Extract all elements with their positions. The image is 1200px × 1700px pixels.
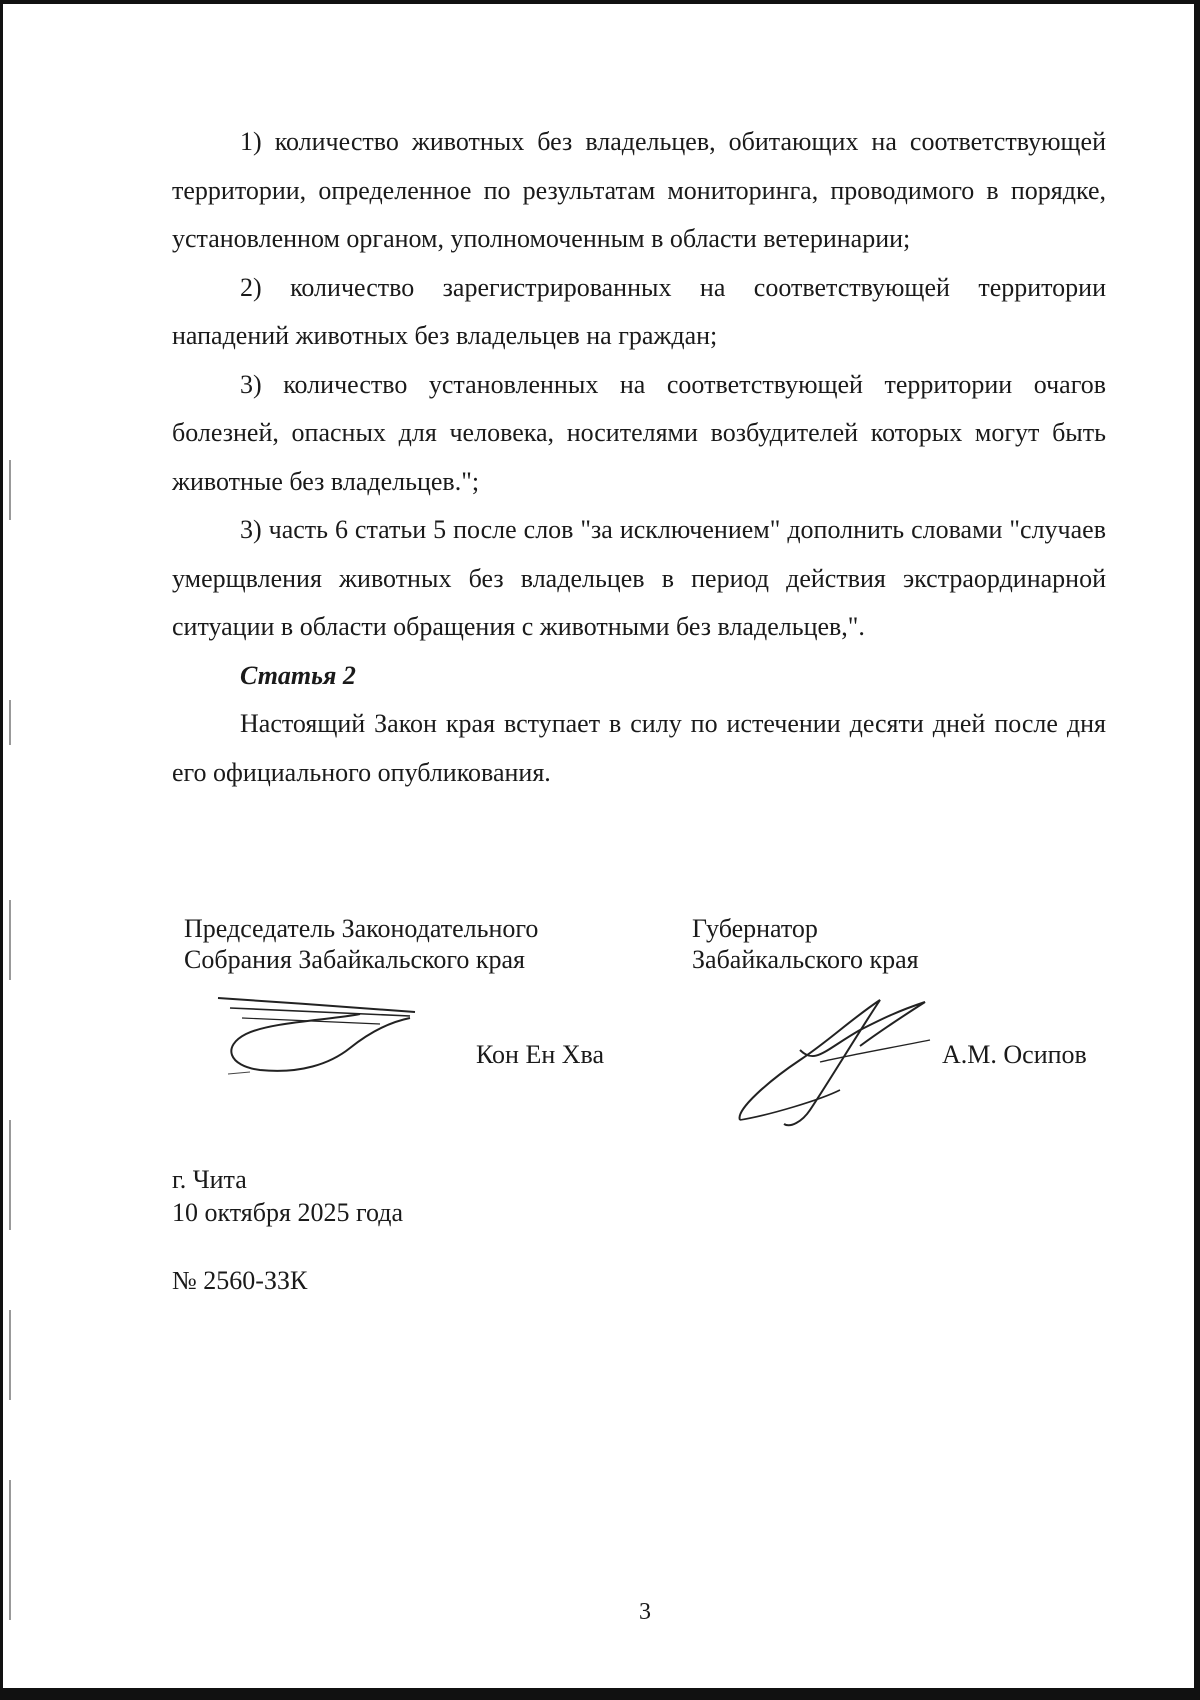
right-signatory-title: [692, 913, 919, 975]
paragraph-item-2: 2) количество зарегистрированных на соответствующей территории нападений животных без владельцев на граждан;: [172, 272, 1106, 350]
paragraph-item-4: 3) часть 6 статьи 5 после слов "за исключением" дополнить словами "случаев умерщвления животных без владельцев в период действия экстраординарной ситуации в области обращения с животными без владельцев,".: [172, 515, 1106, 641]
scan-border-bottom: [0, 1688, 1200, 1700]
scan-border-left: [0, 0, 3, 1700]
right-signature-image: [730, 990, 950, 1130]
law-number: № 2560-ЗЗК: [172, 1266, 308, 1295]
scan-border-top: [0, 0, 1200, 4]
scan-mark: [9, 1120, 11, 1230]
left-signatory-title-line2: Собрания Забайкальского края: [184, 945, 525, 974]
place: г. Чита: [172, 1165, 247, 1194]
article-heading: Статья 2: [240, 660, 356, 690]
article-text: Настоящий Закон края вступает в силу по истечении десяти дней после дня его официального опубликования.: [172, 709, 1106, 787]
scan-mark: [9, 460, 11, 520]
left-signatory-title-line1: Председатель Законодательного: [184, 914, 539, 943]
law-text: [172, 118, 1106, 797]
paragraph-item-1: 1) количество животных без владельцев, обитающих на соответствующей территории, определенное по результатам мониторинга, проводимого в порядке, установленном органом, уполномоченным в области ветеринарии;: [172, 127, 1106, 253]
page-number: 3: [639, 1599, 651, 1625]
scan-border-right: [1194, 0, 1200, 1700]
scan-mark: [9, 1310, 11, 1400]
left-signature-image: [210, 990, 430, 1080]
scan-mark: [9, 700, 11, 745]
right-signatory-title-line1: Губернатор: [692, 914, 818, 943]
right-signatory-name: А.М. Осипов: [942, 1040, 1087, 1069]
paragraph-item-3: 3) количество установленных на соответствующей территории очагов болезней, опасных для человека, носителями возбудителей которых могут быть животные без владельцев.";: [172, 369, 1106, 496]
date: 10 октября 2025 года: [172, 1198, 403, 1227]
scan-mark: [9, 900, 11, 980]
place-date-block: [172, 1163, 403, 1229]
right-signatory-title-line2: Забайкальского края: [692, 945, 919, 974]
left-signatory-title: [184, 913, 538, 975]
left-signatory-name: Кон Ен Хва: [476, 1040, 605, 1069]
